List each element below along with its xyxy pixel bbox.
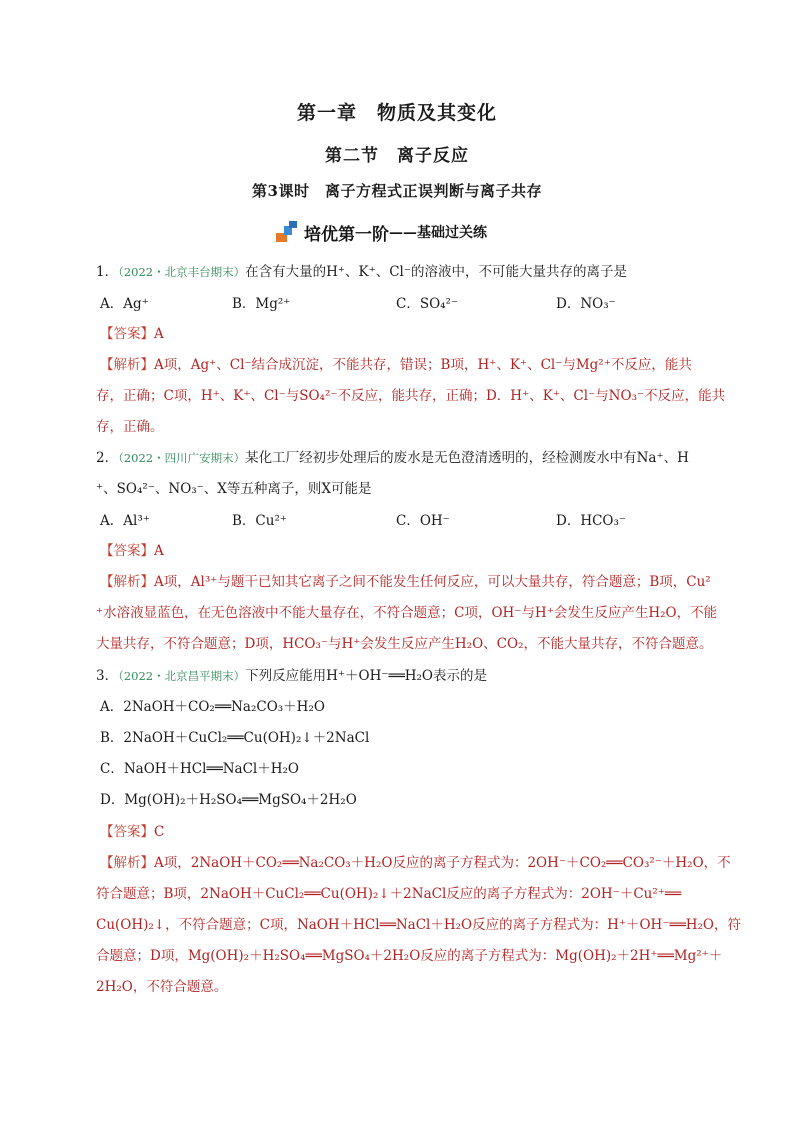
q3-stem: 3．（2022・北京昌平期末）下列反应能用H⁺＋OH⁻══H₂O表示的是 bbox=[96, 668, 487, 684]
q2-analysis-line: 大量共存，不符合题意；D项，HCO₃⁻与H⁺会发生反应产生H₂O、CO₂，不能大量共存，不符合题意。 bbox=[96, 636, 713, 652]
q2-option-d: D．HCO₃⁻ bbox=[556, 513, 627, 529]
q3-analysis-line: 【解析】A项，2NaOH＋CO₂══Na₂CO₃＋H₂O反应的离子方程式为：2OH⁻＋CO₂══CO₃²⁻＋H₂O，不 bbox=[100, 855, 731, 871]
q1-stem-text: 在含有大量的H⁺、K⁺、Cl⁻的溶液中，不可能大量共存的离子是 bbox=[245, 264, 627, 280]
q3-analysis-line: 合题意；D项，Mg(OH)₂＋H₂SO₄══MgSO₄＋2H₂O反应的离子方程式为：Mg(OH)₂＋2H⁺══Mg²⁺＋ bbox=[96, 948, 723, 964]
part-heading bbox=[276, 217, 487, 247]
q2-option-a: A．Al³⁺ bbox=[100, 513, 150, 529]
section-title: 第二节 离子反应 bbox=[325, 146, 469, 166]
lesson-title: 第3课时 离子方程式正误判断与离子共存 bbox=[252, 182, 542, 200]
q1-analysis-line: 存，正确。 bbox=[96, 419, 164, 435]
q2-analysis-line: ⁺水溶液显蓝色，在无色溶液中不能大量存在，不符合题意；C项，OH⁻与H⁺会发生反应产生H₂O，不能 bbox=[96, 605, 718, 621]
q3-analysis-line: Cu(OH)₂↓，不符合题意；C项，NaOH＋HCl══NaCl＋H₂O反应的离子方程式为：H⁺＋OH⁻══H₂O，符 bbox=[96, 917, 741, 933]
q1-number: 1． bbox=[96, 264, 119, 280]
q2-analysis-line: 【解析】A项，Al³⁺与题干已知其它离子之间不能发生任何反应，可以大量共存，符合题意；B项，Cu² bbox=[100, 574, 711, 590]
q3-analysis-line: 2H₂O，不符合题意。 bbox=[96, 979, 228, 995]
q3-option-d: D．Mg(OH)₂＋H₂SO₄══MgSO₄＋2H₂O bbox=[100, 792, 357, 808]
q3-source: （2022・北京昌平期末） bbox=[118, 669, 246, 683]
q2-option-b: B．Cu²⁺ bbox=[232, 513, 287, 529]
q1-stem bbox=[96, 262, 726, 282]
q1-option-c: C．SO₄²⁻ bbox=[396, 296, 459, 312]
part-subtitle: ——基础过关练 bbox=[389, 225, 487, 241]
stairs-icon bbox=[276, 221, 298, 243]
q2-answer: 【答案】A bbox=[100, 543, 164, 559]
part-title: 培优第一阶 bbox=[304, 224, 389, 245]
q1-option-a: A．Ag⁺ bbox=[100, 296, 149, 312]
q1-answer: 【答案】A bbox=[100, 326, 164, 342]
q3-option-a: A．2NaOH＋CO₂══Na₂CO₃＋H₂O bbox=[100, 699, 325, 715]
q1-analysis-line: 【解析】A项，Ag⁺、Cl⁻结合成沉淀，不能共存，错误；B项，H⁺、K⁺、Cl⁻与Mg²⁺不反应，能共 bbox=[100, 357, 692, 373]
q2-option-c: C．OH⁻ bbox=[396, 513, 450, 529]
q3-answer: 【答案】C bbox=[100, 824, 165, 840]
q2-number: 2． bbox=[96, 450, 119, 466]
q3-number: 3． bbox=[96, 668, 119, 684]
q3-option-b: B．2NaOH＋CuCl₂══Cu(OH)₂↓＋2NaCl bbox=[100, 730, 370, 746]
chapter-title: 第一章 物质及其变化 bbox=[296, 102, 497, 124]
q1-option-b: B．Mg²⁺ bbox=[232, 296, 291, 312]
q1-analysis-line: 存，正确；C项，H⁺、K⁺、Cl⁻与SO₄²⁻不反应，能共存，正确；D．H⁺、K⁺、Cl⁻与NO₃⁻不反应，能共 bbox=[96, 388, 726, 404]
q1-option-d: D．NO₃⁻ bbox=[556, 296, 616, 312]
q3-option-c: C．NaOH＋HCl══NaCl＋H₂O bbox=[100, 761, 299, 777]
q2-stem-line: ⁺、SO₄²⁻、NO₃⁻、X等五种离子，则X可能是 bbox=[96, 481, 372, 497]
q1-source: （2022・北京丰台期末） bbox=[118, 265, 246, 279]
q3-analysis-line: 符合题意；B项，2NaOH＋CuCl₂══Cu(OH)₂↓＋2NaCl反应的离子方程式为：2OH⁻＋Cu²⁺══ bbox=[96, 886, 682, 902]
q2-stem: 2．（2022・四川广安期末）某化工厂经初步处理后的废水是无色澄清透明的，经检测废水中有Na⁺、H bbox=[96, 450, 689, 466]
q2-source: （2022・四川广安期末） bbox=[118, 451, 246, 465]
